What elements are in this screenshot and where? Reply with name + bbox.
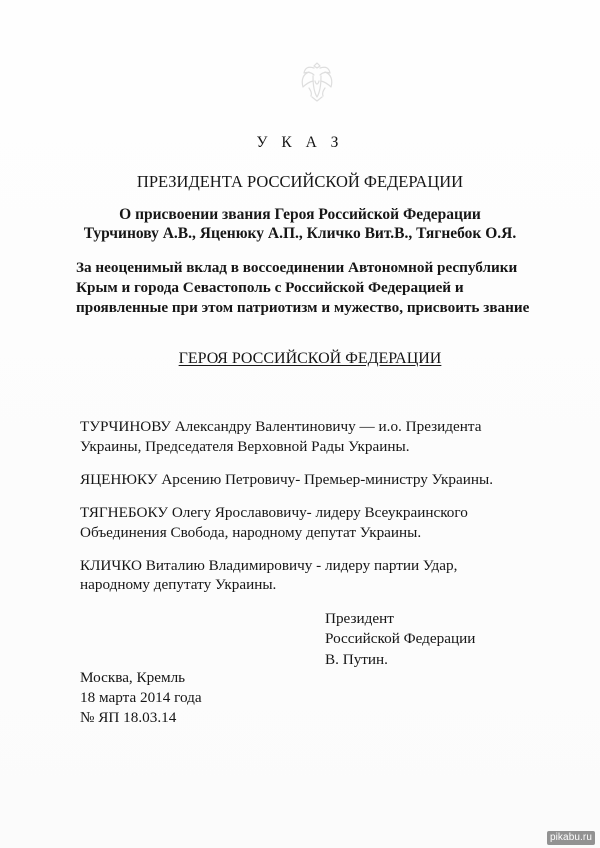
heading-line-1: О присвоении звания Героя Российской Федерации bbox=[119, 206, 481, 223]
honor-title bbox=[0, 349, 600, 369]
intro-line-1: За неоценимый вклад в воссоединении Автономной республики bbox=[76, 259, 518, 276]
document-title: У К А З bbox=[256, 134, 344, 151]
recipient-tyagnibok-line-2: Объединения Свобода, народному депутат Украины. bbox=[80, 524, 422, 541]
footer-place: Москва, Кремль bbox=[80, 669, 186, 686]
signature-country: Российской Федерации bbox=[325, 630, 476, 647]
recipient-turchinov-line-1: ТУРЧИНОВУ Александру Валентиновичу — и.о. Президента bbox=[80, 418, 482, 435]
recipient-klitschko-line-1: КЛИЧКО Виталию Владимировичу - лидеру партии Удар, bbox=[80, 557, 458, 574]
pikabu-watermark: pikabu.ru bbox=[547, 831, 595, 845]
recipient-klitschko-line-2: народному депутату Украины. bbox=[80, 576, 277, 593]
signature-name: В. Путин. bbox=[325, 651, 388, 668]
heading-line-2: Турчинову А.В., Яценюку А.П., Кличко Вит.В., Тягнебок О.Я. bbox=[83, 225, 517, 242]
recipient-turchinov-line-2: Украины, Председателя Верховной Рады Украины. bbox=[80, 438, 410, 455]
intro-line-3: проявленные при этом патриотизм и мужество, присвоить звание bbox=[76, 299, 530, 316]
recipient-yatsenyuk: ЯЦЕНЮКУ Арсению Петровичу- Премьер-министру Украины. bbox=[80, 471, 494, 488]
footer-number: № ЯП 18.03.14 bbox=[80, 709, 177, 726]
document-subtitle: ПРЕЗИДЕНТА РОССИЙСКОЙ ФЕДЕРАЦИИ bbox=[136, 172, 464, 191]
intro-line-2: Крым и города Севастополь с Российской Федерацией и bbox=[76, 279, 464, 296]
double-headed-eagle-icon bbox=[296, 58, 338, 104]
recipient-tyagnibok-line-1: ТЯГНЕБОКУ Олегу Ярославовичу- лидеру Всеукраинского bbox=[80, 504, 468, 521]
footer-date: 18 марта 2014 года bbox=[80, 689, 202, 706]
signature-title: Президент bbox=[325, 610, 394, 627]
honor-title-text: ГЕРОЯ РОССИЙСКОЙ ФЕДЕРАЦИИ bbox=[178, 350, 442, 367]
